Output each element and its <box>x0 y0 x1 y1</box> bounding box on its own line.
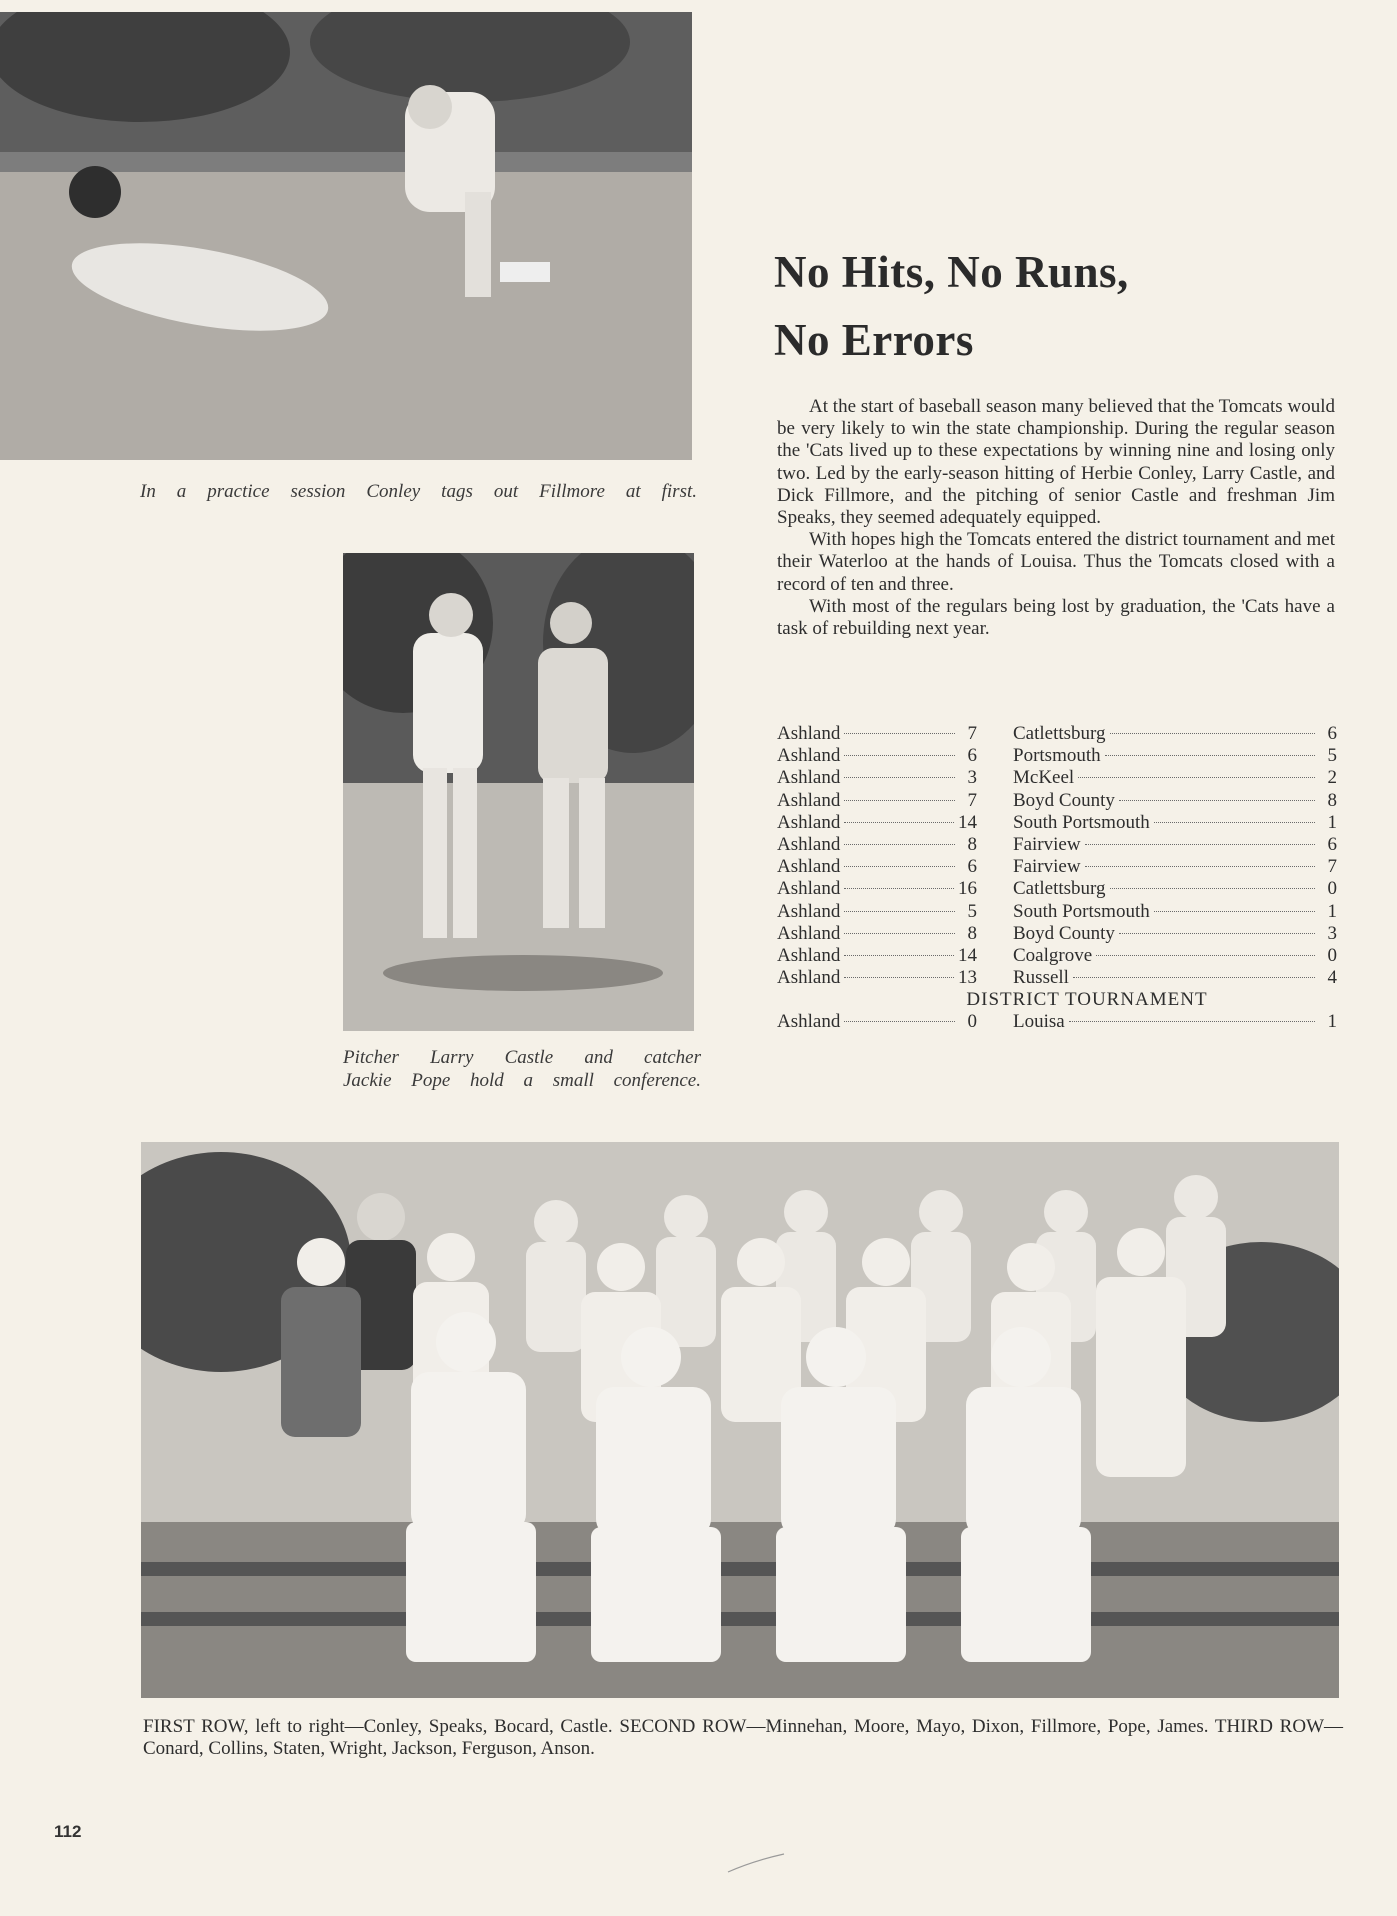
home-cell <box>777 923 977 945</box>
pitcher-catcher-photo <box>343 553 694 1031</box>
home-cell <box>777 901 977 923</box>
opponent-name: Portsmouth <box>1013 745 1101 767</box>
conference-caption-line-2: Jackie Pope hold a small conference. <box>343 1070 701 1091</box>
dot-leader <box>1078 777 1315 778</box>
opponent-cell <box>1013 745 1337 767</box>
home-score: 13 <box>958 967 977 989</box>
opponent-score: 1 <box>1327 1011 1337 1033</box>
opponent-cell <box>1013 967 1337 989</box>
home-score: 7 <box>967 789 977 811</box>
score-row <box>777 967 1337 989</box>
home-score: 6 <box>967 856 977 878</box>
dot-leader <box>844 755 955 756</box>
opponent-score: 8 <box>1327 789 1337 811</box>
district-tournament-heading: DISTRICT TOURNAMENT <box>966 989 1208 1011</box>
home-cell <box>777 767 977 789</box>
practice-photo-caption: In a practice session Conley tags out Fillmore at first. <box>140 481 697 502</box>
opponent-name: Catlettsburg <box>1013 723 1106 744</box>
home-cell <box>777 723 977 745</box>
dot-leader <box>1154 911 1315 912</box>
opponent-name: Boyd County <box>1013 789 1115 811</box>
opponent-name: McKeel <box>1013 767 1075 789</box>
score-row <box>777 812 1337 834</box>
score-row <box>777 901 1337 923</box>
opponent-name: Fairview <box>1013 833 1081 855</box>
home-score: 3 <box>967 767 977 789</box>
score-row <box>777 834 1337 856</box>
team-photo <box>141 1142 1339 1698</box>
home-team-name: Ashland <box>777 1011 841 1033</box>
score-row <box>777 923 1337 945</box>
home-team-name: Ashland <box>777 856 841 878</box>
score-row <box>777 745 1337 767</box>
opponent-cell <box>1013 723 1337 745</box>
opponent-cell <box>1013 812 1337 834</box>
opponent-cell <box>1013 767 1337 789</box>
home-team-name: Ashland <box>777 922 841 944</box>
home-team-name: Ashland <box>777 944 841 966</box>
opponent-cell <box>1013 923 1337 945</box>
story-paragraph-1: At the start of baseball season many believed that the Tomcats would be very likely to win the state championship. During the regular season the 'Cats lived up to these expectations by winning nine and losing only two. Led by the early-season hitting of Herbie Conley, Larry Castle, and Dick Fillmore, and the pitching of senior Castle and freshman Jim Speaks, they seemed adequately equipped. <box>777 396 1335 529</box>
score-row <box>777 878 1337 900</box>
dot-leader <box>844 800 955 801</box>
home-cell <box>777 1011 977 1033</box>
score-row <box>777 856 1337 878</box>
home-team-name: Ashland <box>777 878 841 900</box>
home-score: 14 <box>958 944 977 966</box>
home-team-name: Ashland <box>777 767 841 789</box>
opponent-score: 0 <box>1327 944 1337 966</box>
opponent-score: 6 <box>1327 833 1337 855</box>
opponent-score: 5 <box>1327 745 1337 767</box>
dot-leader <box>844 911 955 912</box>
score-row <box>777 945 1337 967</box>
article-headline <box>774 238 1334 374</box>
opponent-name: Fairview <box>1013 856 1081 878</box>
dot-leader <box>844 977 954 978</box>
home-team-name: Ashland <box>777 745 841 767</box>
home-team-name: Ashland <box>777 833 841 855</box>
home-team-name: Ashland <box>777 789 841 811</box>
opponent-cell <box>1013 790 1337 812</box>
home-cell <box>777 834 977 856</box>
opponent-name: South Portsmouth <box>1013 900 1150 922</box>
home-cell <box>777 745 977 767</box>
page-number: 112 <box>54 1822 82 1841</box>
opponent-name: Catlettsburg <box>1013 878 1106 900</box>
dot-leader <box>844 933 955 934</box>
home-cell <box>777 945 977 967</box>
opponent-name: Boyd County <box>1013 922 1115 944</box>
dot-leader <box>844 777 955 778</box>
opponent-name: Russell <box>1013 967 1069 989</box>
conference-photo-caption <box>343 1046 701 1092</box>
opponent-cell <box>1013 878 1337 900</box>
season-scores-table <box>777 723 1337 1034</box>
opponent-score: 3 <box>1327 922 1337 944</box>
opponent-cell <box>1013 945 1337 967</box>
dot-leader <box>1085 844 1315 845</box>
dot-leader <box>844 733 955 734</box>
opponent-cell <box>1013 901 1337 923</box>
score-row <box>777 1011 1337 1033</box>
dot-leader <box>1154 822 1315 823</box>
home-cell <box>777 790 977 812</box>
home-score: 8 <box>967 922 977 944</box>
opponent-score: 2 <box>1327 767 1337 789</box>
home-score: 8 <box>967 833 977 855</box>
story-paragraph-2: With hopes high the Tomcats entered the district tournament and met their Waterloo at the hands of Louisa. Thus the Tomcats closed with a record of ten and three. <box>777 529 1335 595</box>
headline-line-2: No Errors <box>774 315 974 365</box>
pencil-mark-decoration <box>726 1852 786 1876</box>
home-cell <box>777 878 977 900</box>
home-cell <box>777 967 977 989</box>
practice-tagout-photo <box>0 12 692 460</box>
home-score: 7 <box>967 723 977 744</box>
dot-leader <box>1069 1021 1315 1022</box>
opponent-score: 7 <box>1327 856 1337 878</box>
home-score: 6 <box>967 745 977 767</box>
opponent-score: 0 <box>1327 878 1337 900</box>
opponent-cell <box>1013 856 1337 878</box>
dot-leader <box>1073 977 1315 978</box>
dot-leader <box>1096 955 1315 956</box>
dot-leader <box>1085 866 1315 867</box>
home-team-name: Ashland <box>777 723 841 744</box>
dot-leader <box>1119 800 1315 801</box>
dot-leader <box>1119 933 1315 934</box>
dot-leader <box>1105 755 1315 756</box>
opponent-name: South Portsmouth <box>1013 811 1150 833</box>
opponent-cell <box>1013 834 1337 856</box>
score-row <box>777 767 1337 789</box>
home-score: 16 <box>958 878 977 900</box>
opponent-score: 6 <box>1327 723 1337 744</box>
score-row <box>777 790 1337 812</box>
team-photo-caption: FIRST ROW, left to right—Conley, Speaks, Bocard, Castle. SECOND ROW—Minnehan, Moore, Mayo, Dixon, Fillmore, Pope, James. THIRD ROW—Conard, Collins, Staten, Wright, Jackson, Ferguson, Anson. <box>143 1716 1343 1759</box>
opponent-cell <box>1013 1011 1337 1033</box>
home-score: 14 <box>958 811 977 833</box>
home-cell <box>777 812 977 834</box>
opponent-score: 1 <box>1327 811 1337 833</box>
home-cell <box>777 856 977 878</box>
home-score: 0 <box>967 1011 977 1033</box>
dot-leader <box>1110 733 1315 734</box>
home-score: 5 <box>967 900 977 922</box>
dot-leader <box>844 866 955 867</box>
opponent-name: Louisa <box>1013 1011 1065 1033</box>
dot-leader <box>1110 888 1315 889</box>
dot-leader <box>844 1021 955 1022</box>
opponent-score: 4 <box>1327 967 1337 989</box>
home-team-name: Ashland <box>777 811 841 833</box>
opponent-score: 1 <box>1327 900 1337 922</box>
story-paragraph-3: With most of the regulars being lost by graduation, the 'Cats have a task of rebuilding next year. <box>777 595 1335 640</box>
dot-leader <box>844 955 954 956</box>
dot-leader <box>844 888 954 889</box>
opponent-name: Coalgrove <box>1013 944 1093 966</box>
home-team-name: Ashland <box>777 900 841 922</box>
conference-caption-line-1: Pitcher Larry Castle and catcher <box>343 1047 701 1068</box>
dot-leader <box>844 844 955 845</box>
dot-leader <box>844 822 954 823</box>
article-body <box>777 396 1335 640</box>
score-row <box>777 723 1337 745</box>
headline-line-1: No Hits, No Runs, <box>774 247 1129 297</box>
home-team-name: Ashland <box>777 967 841 989</box>
